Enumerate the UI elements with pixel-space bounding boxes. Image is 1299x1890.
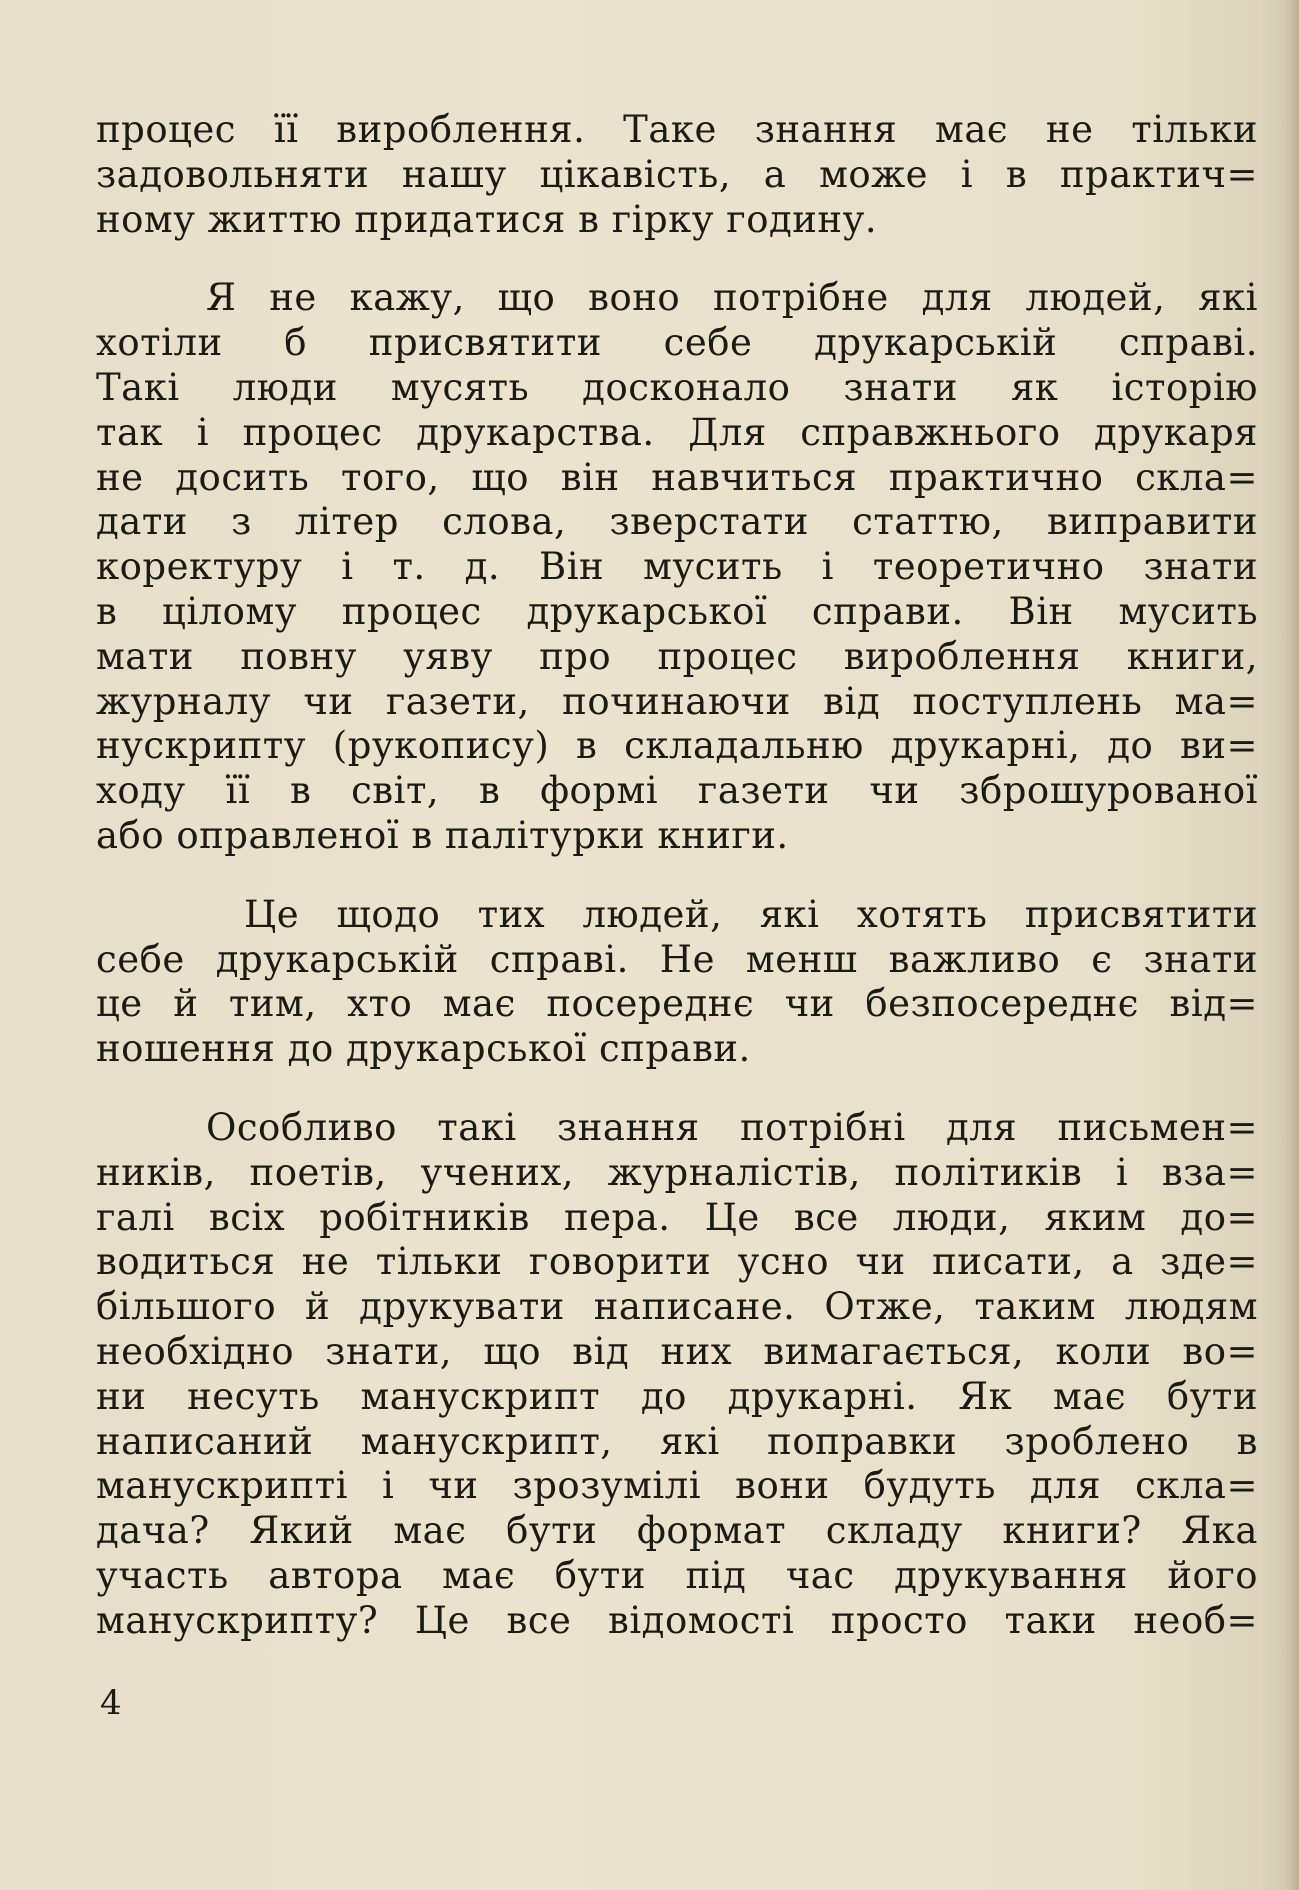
text-line: це й тим, хто має посереднє чи безпосереднє від= (96, 982, 1258, 1026)
text-line: нускрипту (рукопису) в складальню друкарні, до ви= (96, 724, 1258, 768)
text-line: себе друкарській справі. Не менш важливо є знати (96, 937, 1258, 981)
text-line: дача? Який має бути формат складу книги? Яка (96, 1509, 1258, 1553)
page-body-text (96, 108, 1258, 1678)
text-line: необхідно знати, що від них вимагається, коли во= (96, 1329, 1258, 1373)
paragraph-2 (96, 276, 1258, 858)
text-line: ношення до друкарської справи. (96, 1027, 751, 1071)
text-line: участь автора має бути під час друкування його (96, 1553, 1258, 1597)
text-line: мати повну уяву про процес вироблення книги, (96, 634, 1258, 678)
paragraph-4 (96, 1106, 1258, 1644)
text-line: в цілому процес друкарської справи. Він мусить (96, 589, 1258, 633)
text-line: ни несуть манускрипт до друкарні. Як має бути (96, 1374, 1258, 1418)
text-line: не досить того, що він навчиться практично скла= (96, 455, 1258, 499)
text-line: хотіли б присвятити себе друкарській справі. (96, 321, 1258, 365)
text-line: манускрипті і чи зрозумілі вони будуть для скла= (96, 1464, 1258, 1508)
paragraph-1 (96, 108, 1258, 242)
text-line: процес її вироблення. Таке знання має не тільки (96, 108, 1258, 151)
text-line: галі всіх робітників пера. Це все люди, яким до= (96, 1195, 1258, 1239)
paragraph-3 (96, 893, 1258, 1072)
text-line: ному життю придатися в гірку годину. (96, 197, 878, 241)
text-line: журналу чи газети, починаючи від поступлень ма= (96, 679, 1258, 723)
text-line: задовольняти нашу цікавість, а може і в практич= (96, 152, 1258, 196)
text-line: ходу її в світ, в формі газети чи зброшурованої (96, 769, 1258, 813)
text-line: так і процес друкарства. Для справжнього друкаря (96, 410, 1258, 454)
text-line: манускрипту? Це все відомості просто таки необ= (96, 1598, 1258, 1642)
text-line: Я не кажу, що воно потрібне для людей, які (206, 276, 1258, 320)
text-line: написаний манускрипт, які поправки зроблено в (96, 1419, 1258, 1463)
text-line: або оправленої в палітурки книги. (96, 813, 789, 857)
text-line: коректуру і т. д. Він мусить і теоретично знати (96, 545, 1258, 589)
text-line: Це щодо тих людей, які хотять присвятити (244, 892, 1258, 936)
text-line: більшого й друкувати написане. Отже, таким людям (96, 1285, 1258, 1329)
text-line: водиться не тільки говорити усно чи писати, а зде= (96, 1240, 1258, 1284)
text-line: Такі люди мусять досконало знати як історію (96, 365, 1258, 409)
text-line: ників, поетів, учених, журналістів, політиків і вза= (96, 1150, 1258, 1194)
page-number: 4 (100, 1683, 122, 1723)
text-line: дати з літер слова, зверстати статтю, виправити (96, 500, 1258, 544)
text-line: Особливо такі знання потрібні для письмен= (206, 1105, 1258, 1149)
